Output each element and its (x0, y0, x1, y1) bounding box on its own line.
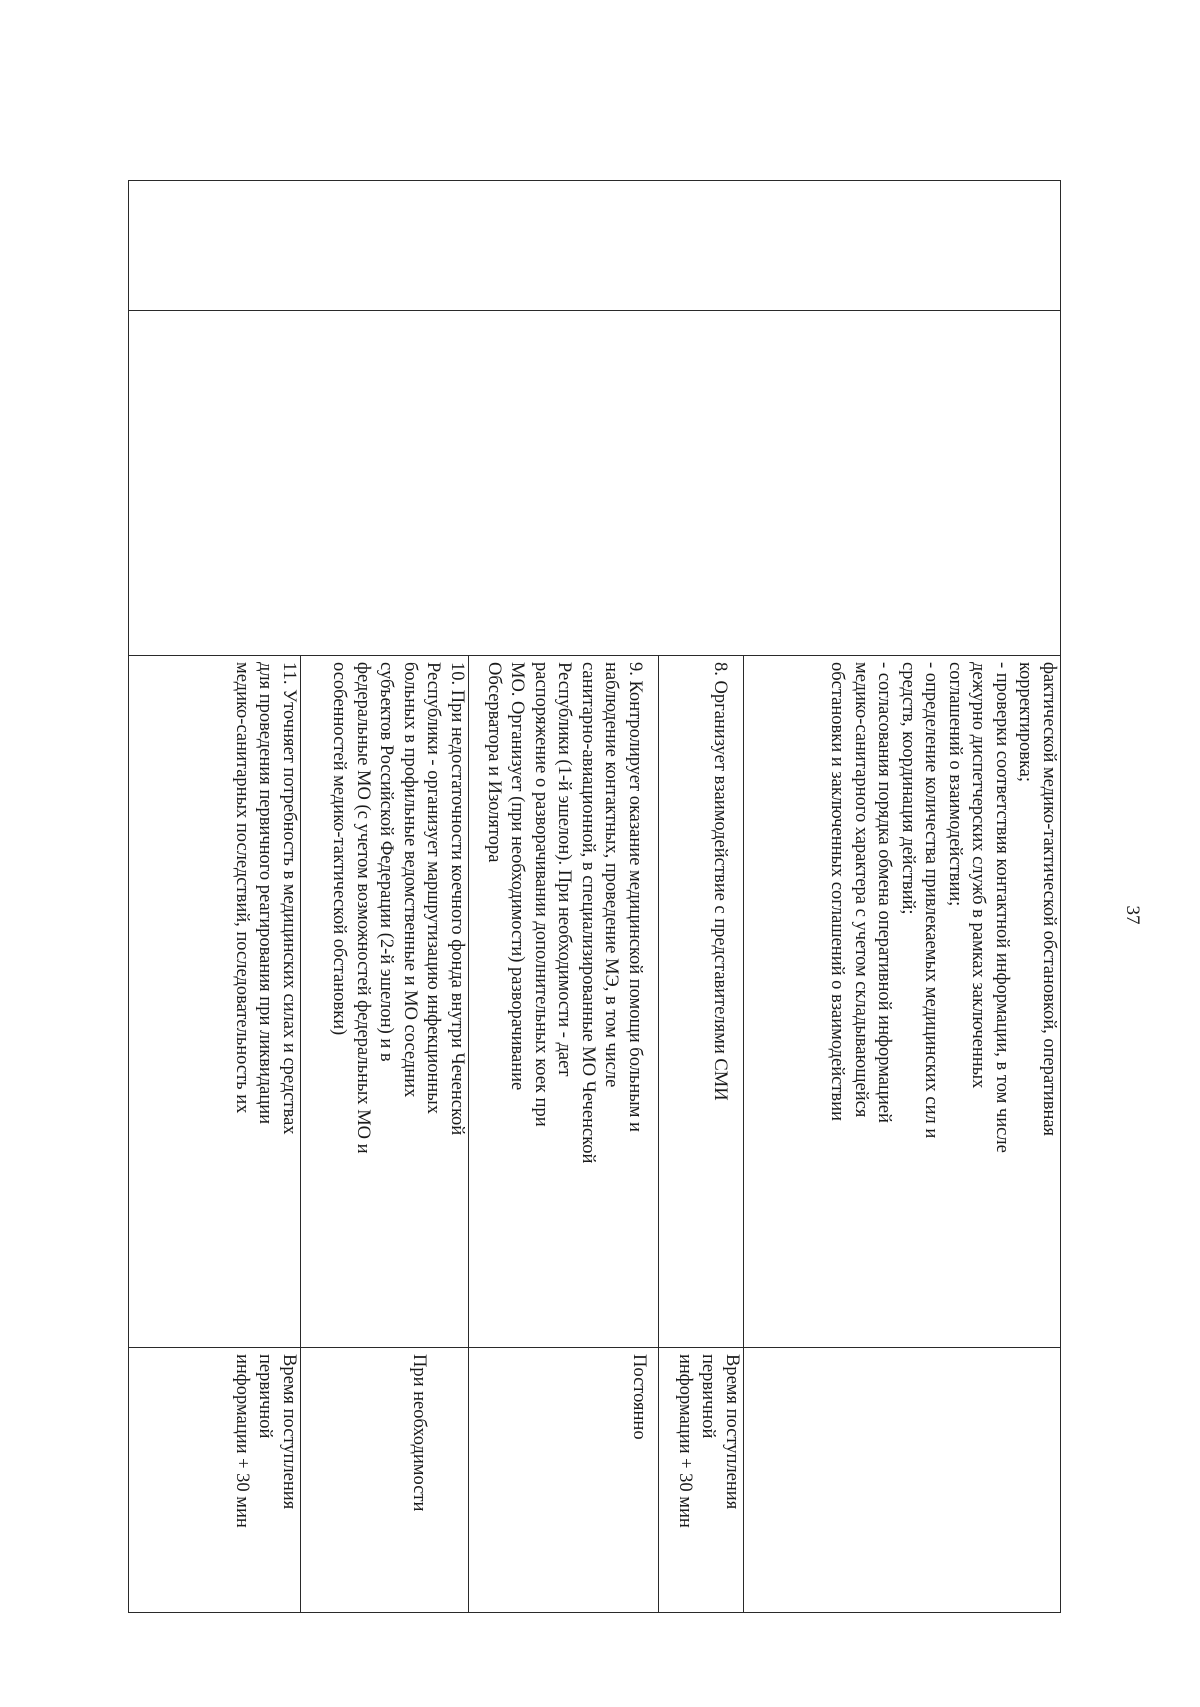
time-cell: Время поступления первичной информации + 30 мин (659, 1348, 744, 1613)
page-number: 37 (1122, 905, 1143, 925)
time-cell (744, 1348, 1061, 1613)
action-cell: 8. Организует взаимодействие с представителями СМИ (659, 656, 744, 1348)
action-cell: 9. Контролирует оказание медицинской помощи больным и наблюдение контактных, проведение МЭ, в том числе санитарно-авиационной, в специализированные МО Чеченской Республики (1-й эшелон). При необходимости - дает распоряжение о разворачивании дополнительных коек при МО. Организует (при необходимости) разворачивание Обсерватора и Изолятора (469, 656, 659, 1348)
action-cell: 10. При недостаточности коечного фонда внутри Чеченской Республики - организует маршрутизацию инфекционных больных в профильные ведомственные и МО соседних субъектов Российской Федерации (2-й эшелон) и в федеральные МО (с учетом возможностей федеральных МО и особенностей медико-тактической обстановки) (301, 656, 469, 1348)
action-cell: 11. Уточняет потребность в медицинских силах и средствах для проведения первичного реагирования при ликвидации медико-санитарных последствий, последовательность их (129, 656, 301, 1348)
empty-cell-col1 (129, 181, 1061, 311)
empty-cell-col2 (129, 311, 1061, 656)
rotated-table-container (129, 180, 1061, 1612)
action-cell: фактической медико-тактической обстановкой, оперативная корректировка; - проверки соответствия контактной информации, в том числе дежурно диспетчерских служб в рамках заключенных соглашений о взаимодействии; - определение количества привлекаемых медицинских сил и средств, координация действий; - согласования порядка обмена оперативной информацией медико-санитарного характера с учетом складывающейся обстановки и заключенных соглашений о взаимодействии (744, 656, 1061, 1348)
time-cell: Постоянно (469, 1348, 659, 1613)
time-cell: При необходимости (301, 1348, 469, 1613)
table-row (744, 181, 1061, 1613)
action-plan-table (128, 180, 1061, 1613)
time-cell: Время поступления первичной информации + 30 мин (129, 1348, 301, 1613)
